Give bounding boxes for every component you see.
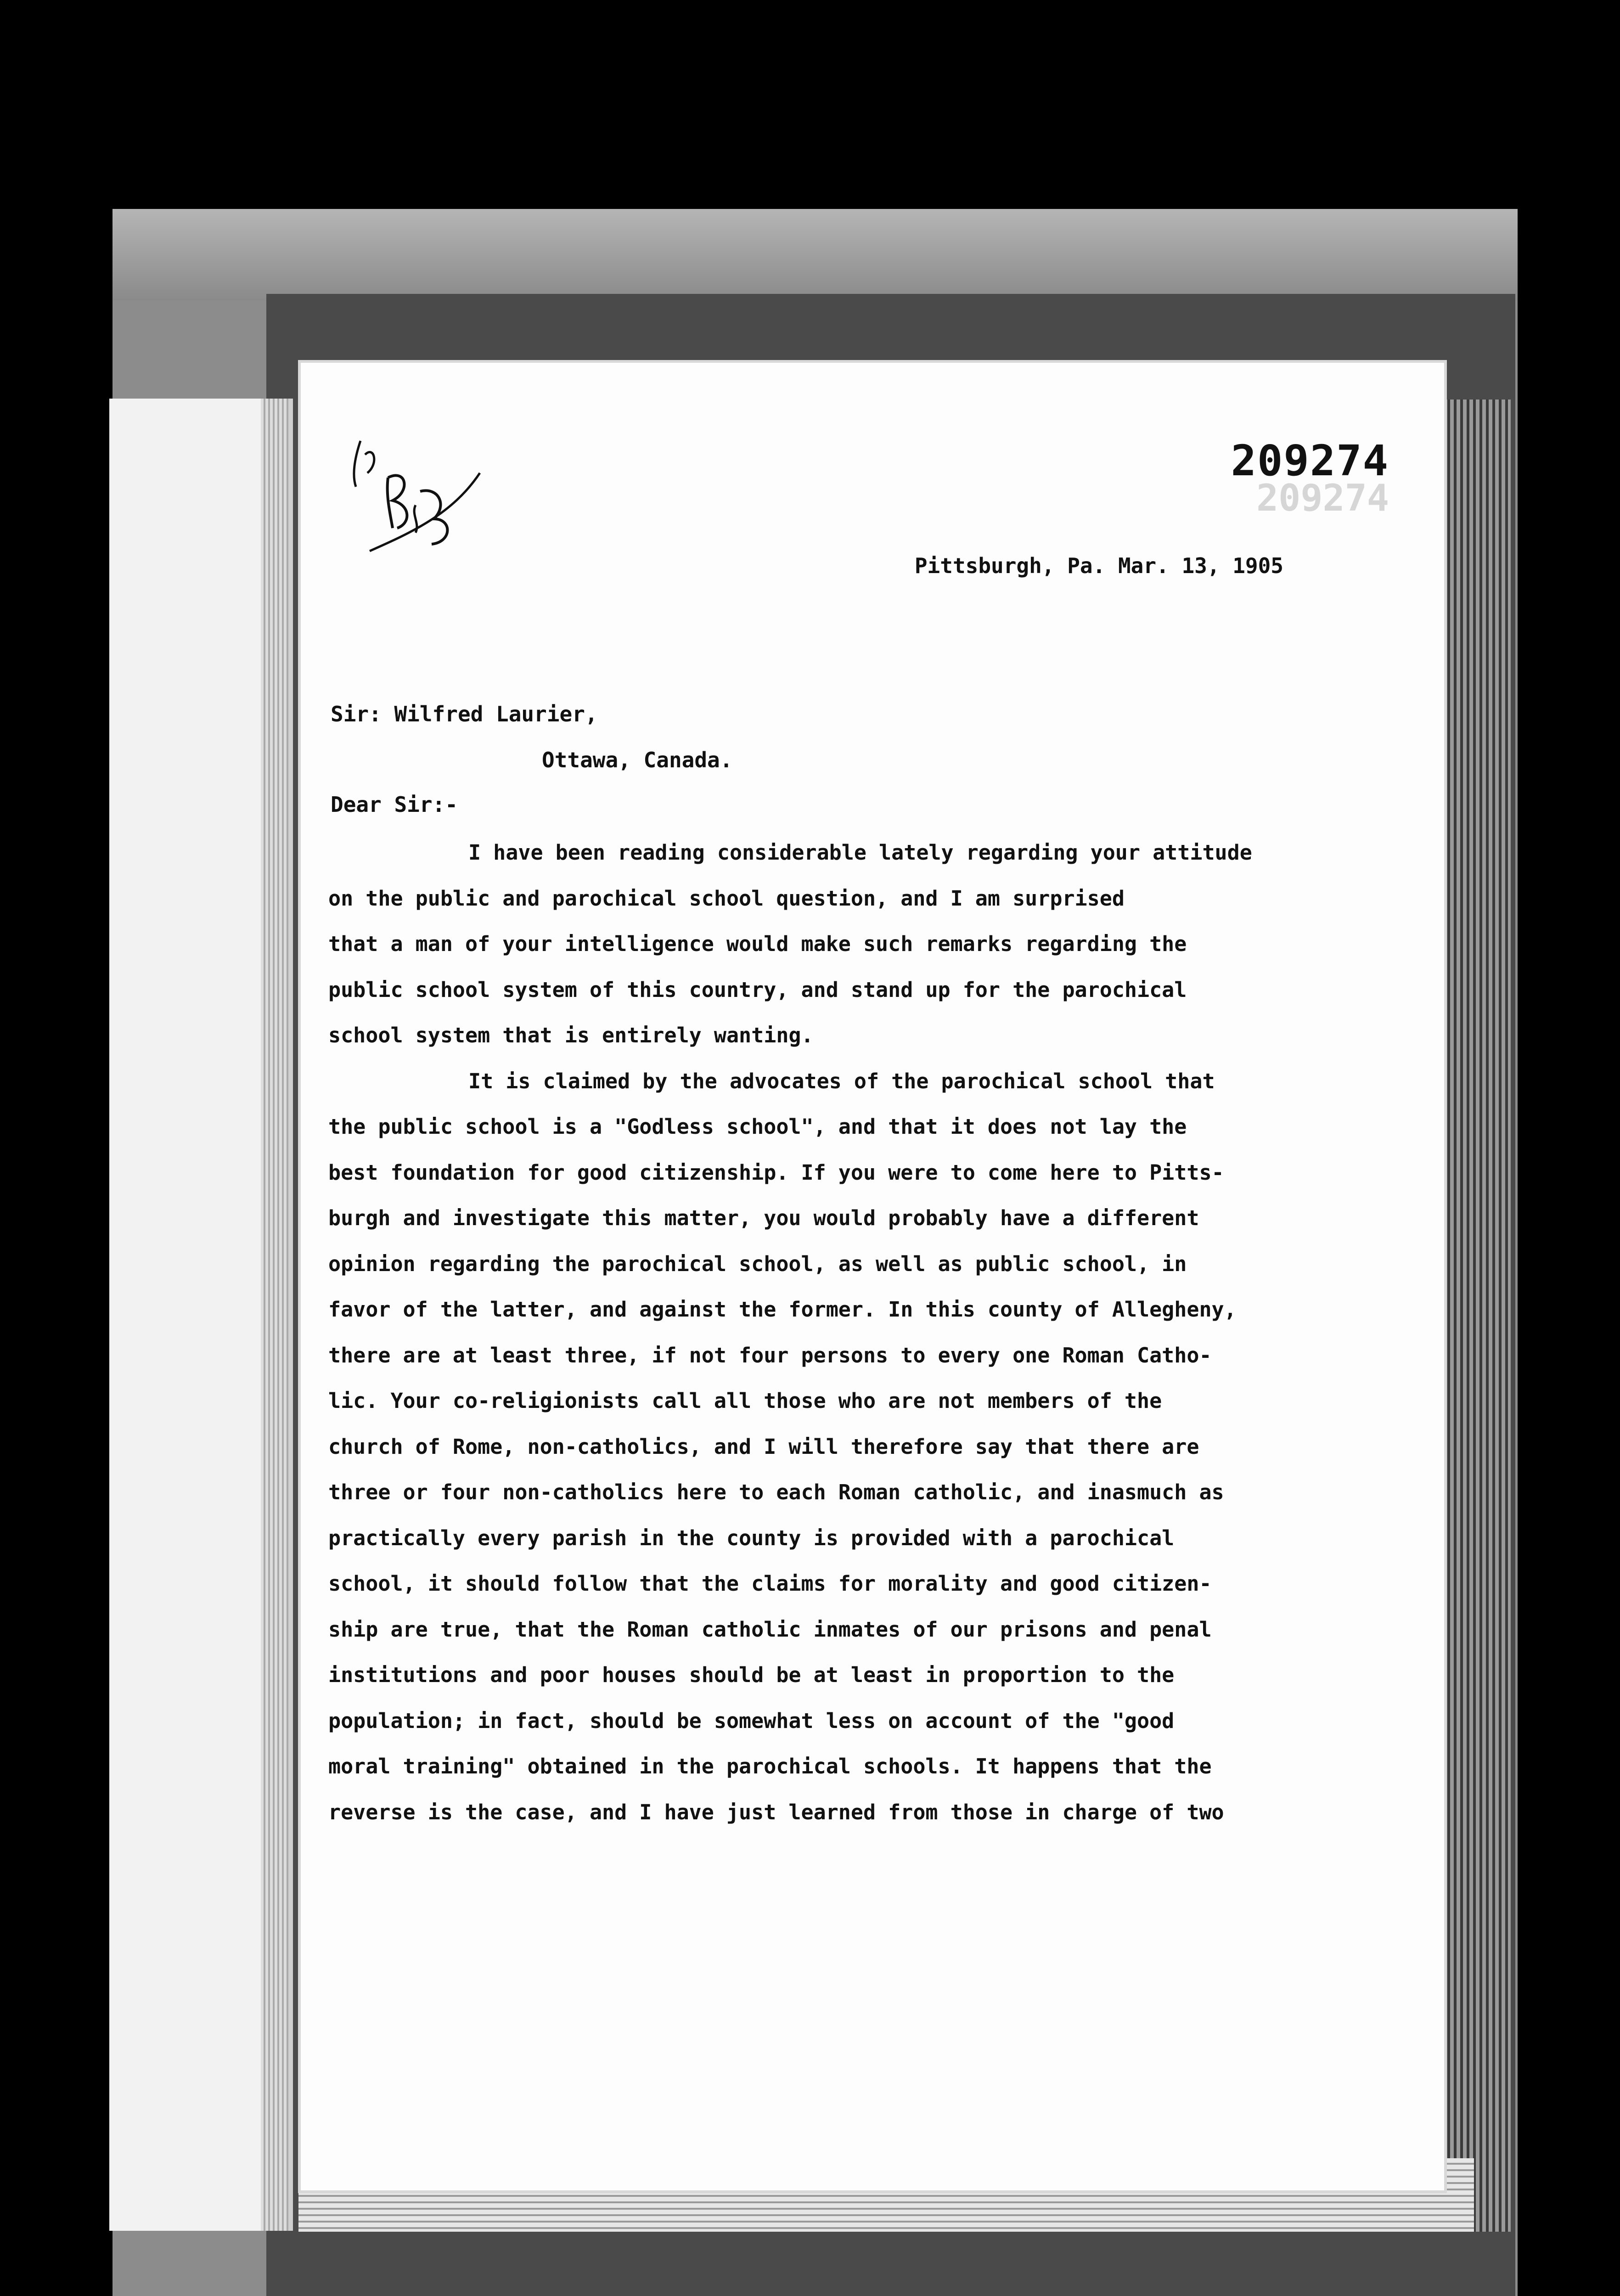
document-number: 209274 xyxy=(1231,436,1389,485)
text-line: opinion regarding the parochical school, as well as public school, in xyxy=(328,1251,1187,1276)
paragraph-1 xyxy=(328,830,1361,1058)
left-page-stack xyxy=(109,399,293,2231)
text-line: favor of the latter, and against the former. In this county of Allegheny, xyxy=(328,1297,1237,1322)
text-line: practically every parish in the county is provided with a parochical xyxy=(328,1525,1175,1550)
text-line: burgh and investigate this matter, you would probably have a different xyxy=(328,1206,1199,1230)
text-line: public school system of this country, and stand up for the parochical xyxy=(328,977,1187,1002)
text-line: three or four non-catholics here to each Roman catholic, and inasmuch as xyxy=(328,1480,1224,1504)
text-line: best foundation for good citizenship. If you were to come here to Pitts- xyxy=(328,1160,1224,1185)
handwritten-initials xyxy=(342,413,489,560)
paragraph-2 xyxy=(328,1058,1361,1835)
document-number-ghost: 209274 xyxy=(1256,477,1389,519)
text-line: school, it should follow that the claims for morality and good citizen- xyxy=(328,1571,1212,1596)
text-line: ship are true, that the Roman catholic inmates of our prisons and penal xyxy=(328,1617,1212,1642)
text-line: It is claimed by the advocates of the parochical school that xyxy=(468,1069,1215,1093)
letter-page xyxy=(301,363,1444,2190)
text-line: reverse is the case, and I have just learned from those in charge of two xyxy=(328,1800,1224,1824)
text-line: I have been reading considerable lately regarding your attitude xyxy=(468,840,1252,865)
letter-content xyxy=(301,363,1444,2190)
text-line: the public school is a "Godless school", and that it does not lay the xyxy=(328,1114,1187,1139)
text-line: there are at least three, if not four persons to every one Roman Catho- xyxy=(328,1343,1212,1367)
text-line: church of Rome, non-catholics, and I will therefore say that there are xyxy=(328,1434,1199,1459)
text-line: on the public and parochical school question, and I am surprised xyxy=(328,886,1125,911)
letter-body xyxy=(328,830,1361,1835)
text-line: that a man of your intelligence would make such remarks regarding the xyxy=(328,932,1187,956)
salutation: Dear Sir:- xyxy=(331,792,458,817)
text-line: population; in fact, should be somewhat less on account of the "good xyxy=(328,1708,1175,1733)
text-line: institutions and poor houses should be at least in proportion to the xyxy=(328,1663,1175,1687)
text-line: lic. Your co-religionists call all those who are not members of the xyxy=(328,1389,1162,1413)
text-line: moral training" obtained in the parochical schools. It happens that the xyxy=(328,1754,1212,1778)
left-page-edges xyxy=(261,399,288,2231)
right-page-edges xyxy=(1437,400,1511,2232)
recipient-name: Sir: Wilfred Laurier, xyxy=(331,702,598,726)
text-line: school system that is entirely wanting. xyxy=(328,1023,814,1047)
date-line: Pittsburgh, Pa. Mar. 13, 1905 xyxy=(914,553,1283,578)
scanner-bed-top xyxy=(112,209,1518,301)
recipient-city: Ottawa, Canada. xyxy=(542,748,733,772)
